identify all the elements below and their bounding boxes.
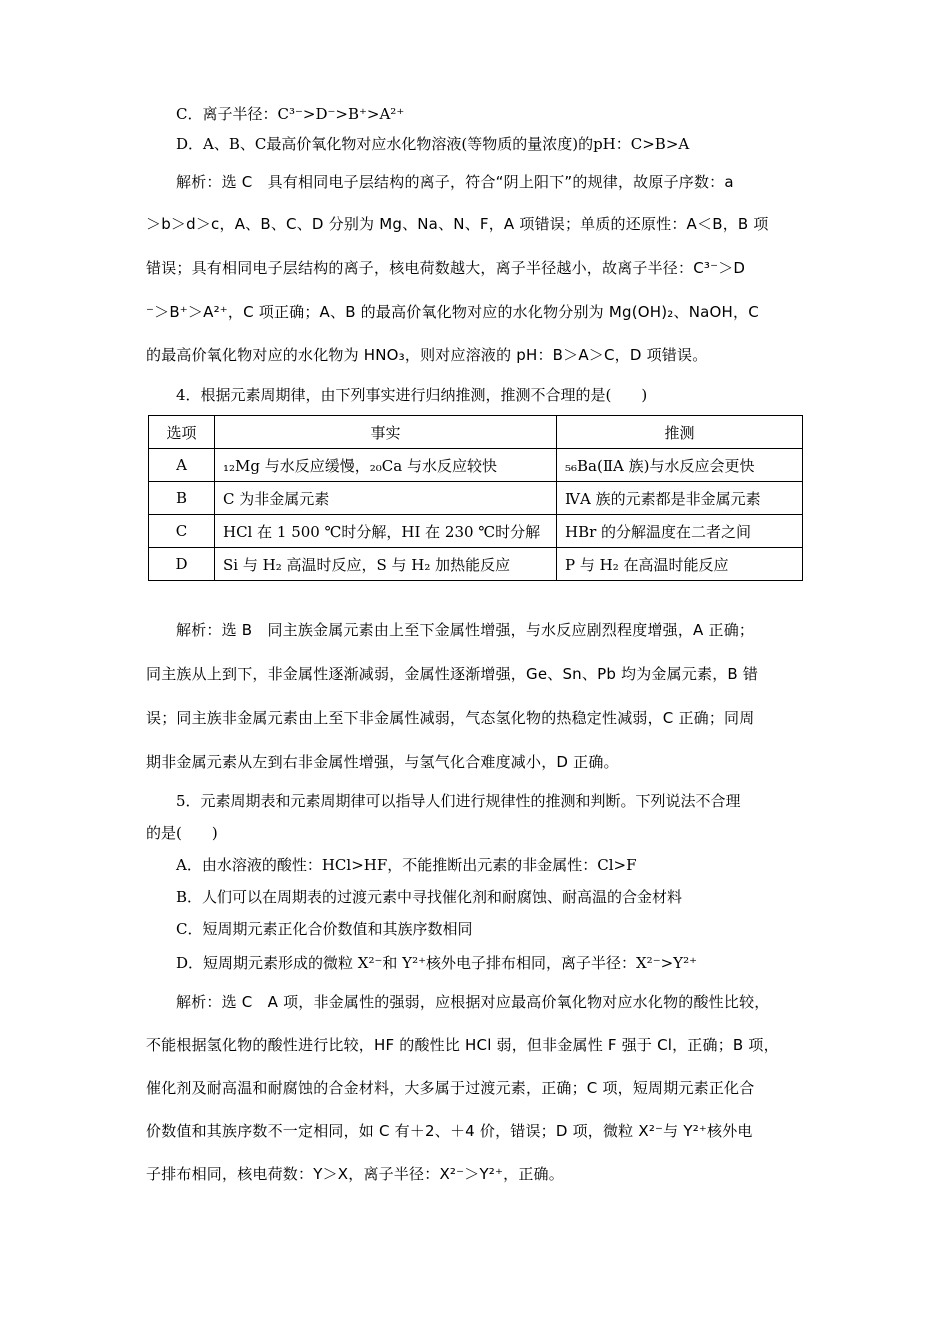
row-c-option: C xyxy=(149,515,215,548)
table-row xyxy=(149,449,803,482)
row-c-inference: HBr 的分解温度在二者之间 xyxy=(557,515,803,548)
row-d-inference: P 与 H₂ 在高温时能反应 xyxy=(557,548,803,581)
q3-analysis-line-4: ⁻＞B⁺＞A²⁺，C 项正确；A、B 的最高价氧化物对应的水化物分别为 Mg(OH)₂、NaOH，C xyxy=(146,303,759,321)
table-row xyxy=(149,548,803,581)
q5-stem-line-2: 的是( ) xyxy=(146,824,218,842)
row-d-option: D xyxy=(149,548,215,581)
q3-option-d: D．A、B、C最高价氧化物对应水化物溶液(等物质的量浓度)的pH：C>B>A xyxy=(176,135,690,153)
q5-option-c: C．短周期元素正化合价数值和其族序数相同 xyxy=(176,920,473,938)
q5-stem-line-1: 5．元素周期表和元素周期律可以指导人们进行规律性的推测和判断。下列说法不合理 xyxy=(176,792,741,810)
header-fact: 事实 xyxy=(215,416,557,449)
q4-analysis-line-1: 解析：选 B 同主族金属元素由上至下金属性增强，与水反应剧烈程度增强，A 正确； xyxy=(176,621,755,639)
q3-analysis-line-1: 解析：选 C 具有相同电子层结构的离子，符合“阴上阳下”的规律，故原子序数：a xyxy=(176,173,734,191)
q3-analysis-line-5: 的最高价氧化物对应的水化物为 HNO₃，则对应溶液的 pH：B＞A＞C，D 项错误。 xyxy=(146,346,708,364)
q4-analysis-line-2: 同主族从上到下，非金属性逐渐减弱，金属性逐渐增强，Ge、Sn、Pb 均为金属元素，B 错 xyxy=(146,665,759,683)
header-option: 选项 xyxy=(149,416,215,449)
q4-analysis-line-4: 期非金属元素从左到右非金属性增强，与氢气化合难度减小，D 正确。 xyxy=(146,753,619,771)
q5-option-b: B．人们可以在周期表的过渡元素中寻找催化剂和耐腐蚀、耐高温的合金材料 xyxy=(176,888,683,906)
row-a-fact: ₁₂Mg 与水反应缓慢，₂₀Ca 与水反应较快 xyxy=(215,449,557,482)
q4-stem: 4．根据元素周期律，由下列事实进行归纳推测，推测不合理的是( ) xyxy=(176,386,648,404)
row-b-option: B xyxy=(149,482,215,515)
q3-analysis-line-3: 错误；具有相同电子层结构的离子，核电荷数越大，离子半径越小，故离子半径：C³⁻＞D xyxy=(146,259,746,277)
q5-analysis-line-2: 不能根据氢化物的酸性进行比较，HF 的酸性比 HCl 弱，但非金属性 F 强于 Cl，正确；B 项， xyxy=(146,1036,779,1054)
q3-analysis-line-2: ＞b＞d＞c，A、B、C、D 分别为 Mg、Na、N、F，A 项错误；单质的还原性：A＜B，B 项 xyxy=(146,215,769,233)
q5-option-a: A．由水溶液的酸性：HCl>HF，不能推断出元素的非金属性：Cl>F xyxy=(176,856,637,874)
row-b-fact: C 为非金属元素 xyxy=(215,482,557,515)
table-header-row xyxy=(149,416,803,449)
q5-analysis-line-3: 催化剂及耐高温和耐腐蚀的合金材料，大多属于过渡元素，正确；C 项，短周期元素正化合 xyxy=(146,1079,755,1097)
q5-analysis-line-4: 价数值和其族序数不一定相同，如 C 有＋2、＋4 价，错误；D 项，微粒 X²⁻与 Y²⁺核外电 xyxy=(146,1122,753,1140)
table-row xyxy=(149,515,803,548)
q5-option-d: D．短周期元素形成的微粒 X²⁻和 Y²⁺核外电子排布相同，离子半径：X²⁻>Y²⁺ xyxy=(176,954,698,972)
row-b-inference: ⅣA 族的元素都是非金属元素 xyxy=(557,482,803,515)
row-a-inference: ₅₆Ba(ⅡA 族)与水反应会更快 xyxy=(557,449,803,482)
row-d-fact: Si 与 H₂ 高温时反应，S 与 H₂ 加热能反应 xyxy=(215,548,557,581)
q4-analysis-line-3: 误；同主族非金属元素由上至下非金属性减弱，气态氢化物的热稳定性减弱，C 正确；同周 xyxy=(146,709,755,727)
row-c-fact: HCl 在 1 500 ℃时分解，HI 在 230 ℃时分解 xyxy=(215,515,557,548)
q5-analysis-line-5: 子排布相同，核电荷数：Y＞X，离子半径：X²⁻＞Y²⁺，正确。 xyxy=(146,1165,564,1183)
q4-table xyxy=(148,415,803,581)
q5-analysis-line-1: 解析：选 C A 项，非金属性的强弱，应根据对应最高价氧化物对应水化物的酸性比较， xyxy=(176,993,770,1011)
header-inference: 推测 xyxy=(557,416,803,449)
row-a-option: A xyxy=(149,449,215,482)
q3-option-c: C．离子半径：C³⁻>D⁻>B⁺>A²⁺ xyxy=(176,105,405,123)
table-row xyxy=(149,482,803,515)
